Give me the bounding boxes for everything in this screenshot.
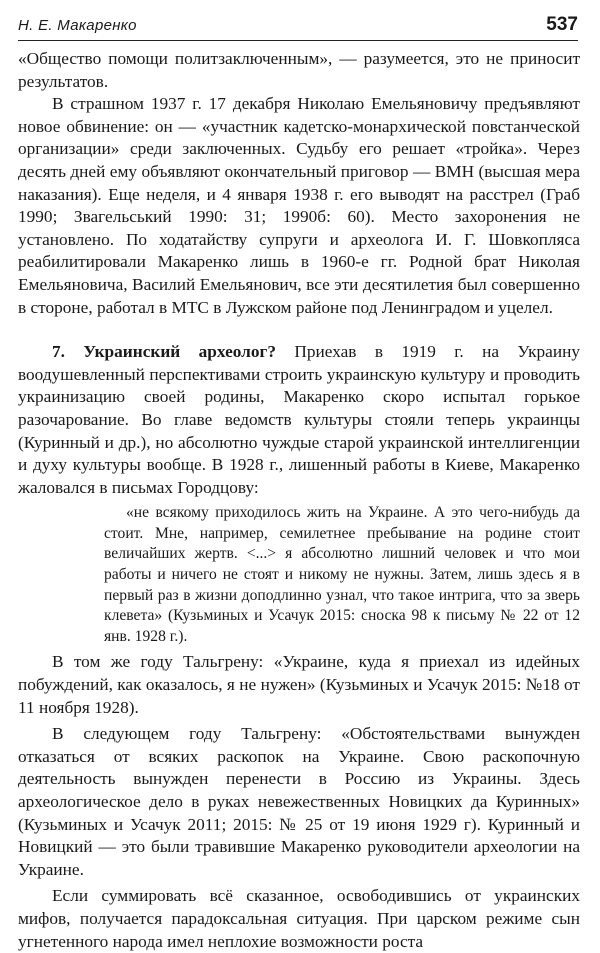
paragraph-5: В следующем году Тальгрену: «Обстоятельствами вынужден отказаться от всяких раскопок на Украине. Свою раскопочную деятельность вынужден перенести в Россию из Украины. Здесь археологическое дело в руках невежественных Новицких да Куринных» (Кузьминых и Усачук 2011; 2015: № 25 от 19 июня 1929 г). Куринный и Новицкий — это были травившие Макаренко руководители археологии на Украине.: [18, 724, 580, 879]
paragraph-6: Если суммировать всё сказанное, освободившись от украинских мифов, получается парадоксальная ситуация. При царском режиме сын угнетенного народа имел неплохие возможности роста: [18, 886, 580, 951]
running-header: [18, 14, 578, 41]
quote-text: «не всякому приходилось жить на Украине. А это чего-нибудь да стоит. Мне, например, семилетнее пребывание на родине стоит величайших жертв. <...> я абсолютно лишний человек и что мои работы и ничего не стоят и никому не нужны. Затем, лишь здесь я в первый раз в жизни доподлинно узнал, что такое интрига, что за зверь клевета» (Кузьминых и Усачук 2015: сноска 98 к письму № 22 от 12 янв. 1928 г.).: [104, 504, 580, 645]
page-number: 537: [546, 14, 578, 35]
paragraph-2: В страшном 1937 г. 17 декабря Николаю Емельяновичу предъявляют новое обвинение: он — «участник кадетско-монархической повстанческой организации» среди заключенных. Судьбу его решает «тройка». Через десять дней ему объявляют окончательный приговор — ВМН (высшая мера наказания). Еще неделя, и 4 января 1938 г. его выводят на расстрел (Граб 1990; Звагельський 1990: 31; 1990б: 60). Место захоронения не установлено. По ходатайству супруги и археолога И. Г. Шовкопляса реабилитировали Макаренко лишь в 1960-е гг. Родной брат Николая Емельяновича, Василий Емельянович, все эти десятилетия был совершенно в стороне, работал в МТС в Лужском районе под Ленинградом и уцелел.: [18, 94, 580, 317]
paragraph-4: В том же году Тальгрену: «Украине, куда я приехал из идейных побуждений, как оказалось, я не нужен» (Кузьминых и Усачук 2015: №18 от 11 ноября 1928).: [18, 652, 580, 717]
running-head-author: Н. Е. Макаренко: [18, 17, 137, 34]
section-heading: 7. Украинский археолог?: [52, 342, 277, 362]
body-text: [18, 48, 580, 953]
section-7-text: Приехав в 1919 г. на Украину воодушевленный перспективами строить украинскую культуру и проводить украинизацию своей родины, Макаренко скоро испытал горькое разочарование. Во главе ведомств культуры стояли теперь украинцы (Куринный и др.), но абсолютно чуждые старой украинской интеллигенции и духу культуры вообще. В 1928 г., лишенный работы в Киеве, Макаренко жаловался в письмах Городцову:: [18, 342, 580, 497]
block-quote: [104, 503, 580, 647]
section-7-paragraph: [18, 341, 580, 499]
paragraph-1: «Общество помощи политзаключенным», — разумеется, это не приносит результатов.: [18, 49, 580, 91]
